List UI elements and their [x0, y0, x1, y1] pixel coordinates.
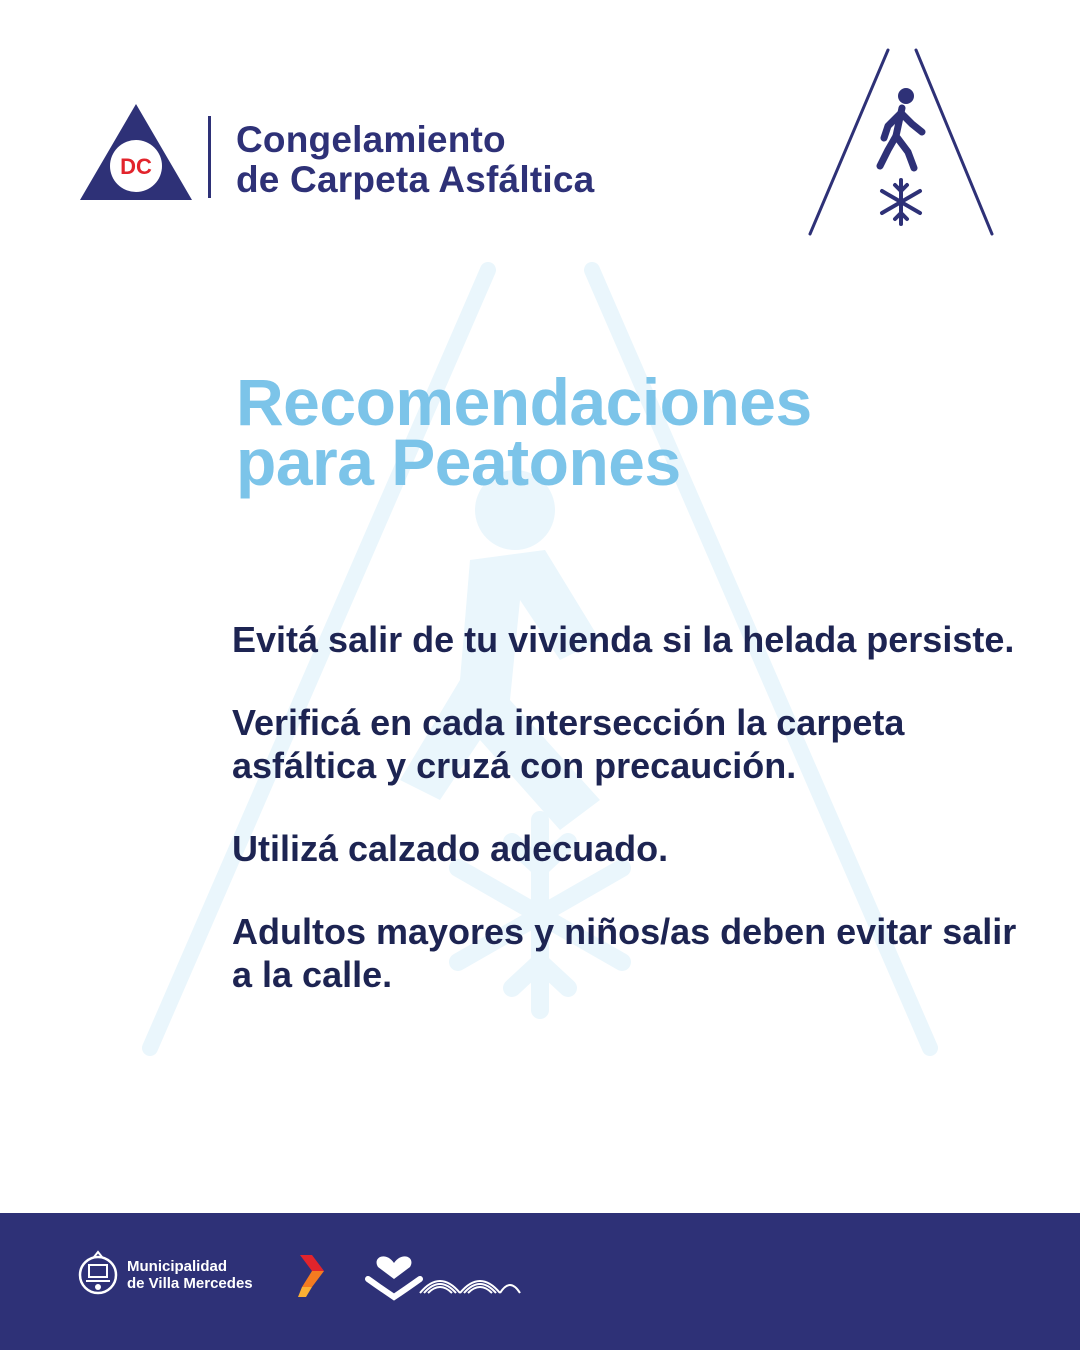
header-title-line2: de Carpeta Asfáltica: [236, 159, 595, 200]
municipality-name: [127, 1258, 253, 1292]
dc-logo-text: DC: [120, 154, 152, 179]
footer-bar: [0, 1213, 1080, 1350]
recommendation-item: Verificá en cada intersección la carpeta asfáltica y cruzá con precaución.: [232, 702, 905, 786]
pedestrian-sign-icon: [804, 44, 1000, 240]
header-divider: [208, 116, 211, 198]
municipal-seal-icon: [78, 1249, 118, 1301]
recommendation-item: Evitá salir de tu vivienda si la helada persiste.: [232, 619, 1015, 660]
recommendations-list: [232, 618, 1032, 996]
header-title: [236, 120, 594, 200]
walking-person-icon: [880, 88, 922, 168]
municipality-name-line1: Municipalidad: [127, 1258, 228, 1275]
dc-triangle-logo: [78, 102, 194, 202]
heart-wave-logo: [364, 1249, 524, 1301]
recommendation-item: Adultos mayores y niños/as deben evitar salir a la calle.: [232, 911, 1017, 995]
main-title: [236, 365, 812, 499]
municipality-name-line2: de Villa Mercedes: [127, 1275, 253, 1292]
accent-chevron-logo: [296, 1253, 330, 1299]
main-title-line1: Recomendaciones: [236, 365, 812, 439]
snowflake-icon: [882, 180, 920, 224]
header-title-line1: Congelamiento: [236, 119, 506, 160]
main-title-line2: para Peatones: [236, 425, 681, 499]
recommendation-item: Utilizá calzado adecuado.: [232, 828, 669, 869]
